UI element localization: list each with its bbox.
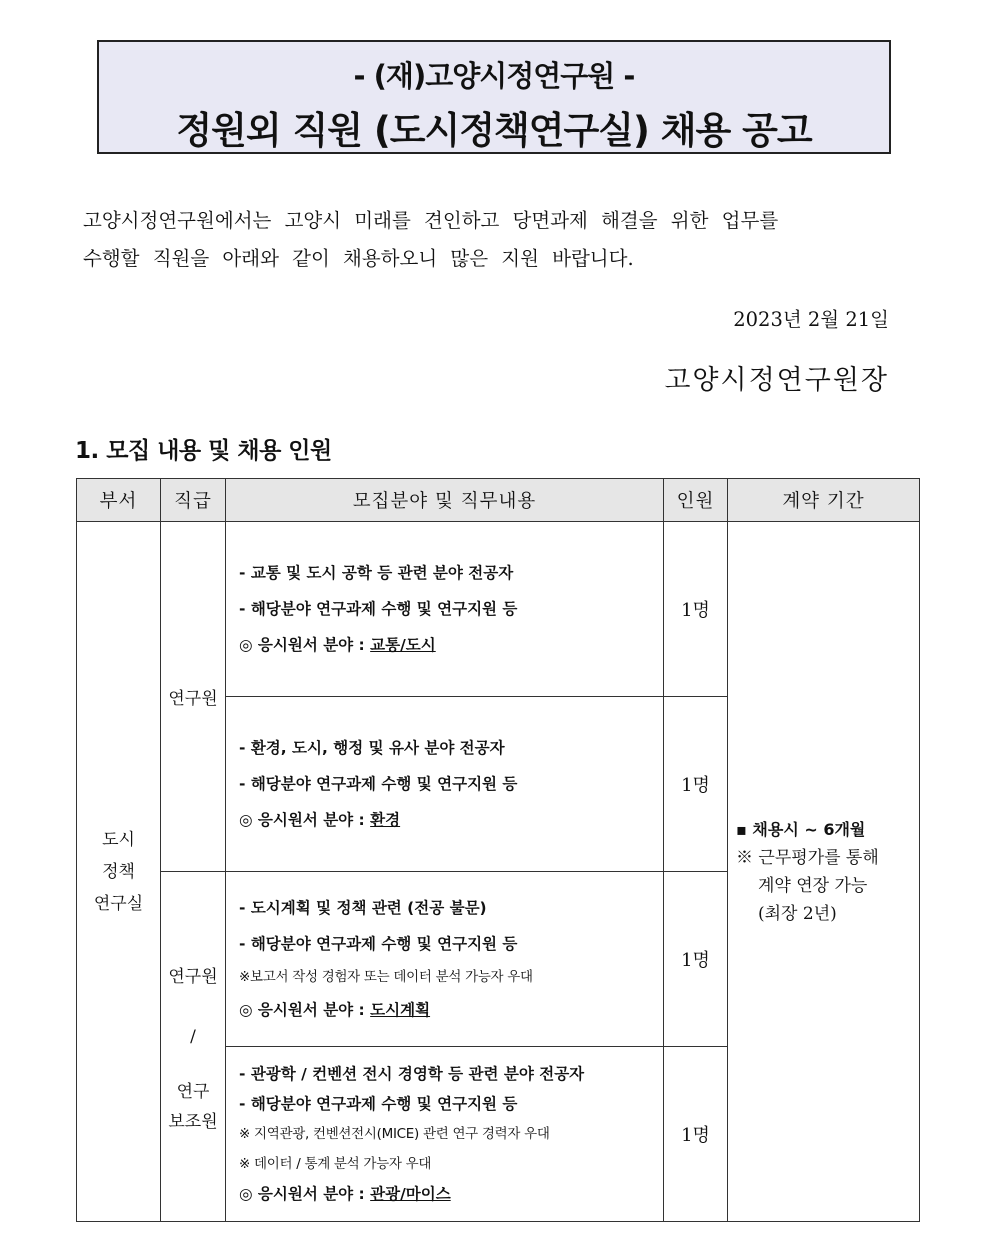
org-signature: 고양시정연구원장	[664, 365, 889, 396]
intro-line: 고양시정연구원에서는 고양시 미래를 견인하고 당면과제 해결을 위한 업무를	[83, 209, 779, 232]
announcement-title: 정원외 직원 (도시정책연구실) 채용 공고	[176, 109, 812, 152]
header-dept: 부서	[77, 479, 161, 522]
announcement-date: 2023년 2월 21일	[733, 308, 889, 331]
intro-line: 수행할 직원을 아래와 같이 채용하오니 많은 지원 바랍니다.	[83, 247, 634, 270]
apply-field: ◎ 응시원서 분야 : 환경	[239, 811, 401, 829]
header-count: 인원	[664, 479, 728, 522]
rank-cell: 연구원 / 연구 보조원	[161, 872, 226, 1222]
apply-field: ◎ 응시원서 분야 : 도시계획	[239, 1001, 431, 1019]
count-cell: 1명	[664, 697, 728, 872]
count-cell: 1명	[664, 1047, 728, 1222]
count-cell: 1명	[664, 872, 728, 1047]
apply-field: ◎ 응시원서 분야 : 관광/마이스	[239, 1185, 451, 1203]
header-duties: 모집분야 및 직무내용	[226, 479, 664, 522]
count-cell: 1명	[664, 522, 728, 697]
contract-cell: ▪ 채용시 ~ 6개월 ※ 근무평가를 통해 계약 연장 가능 (최장 2년)	[728, 522, 920, 1222]
rank-cell: 연구원	[161, 522, 226, 872]
header-rank: 직급	[161, 479, 226, 522]
header-contract: 계약 기간	[728, 479, 920, 522]
title-box	[97, 40, 891, 154]
apply-field: ◎ 응시원서 분야 : 교통/도시	[239, 636, 436, 654]
table-row	[77, 522, 920, 697]
section-heading: 1. 모집 내용 및 채용 인원	[75, 438, 332, 464]
dept-cell: 도시 정책 연구실	[77, 522, 161, 1222]
organization-subtitle: - (재)고양시정연구원 -	[353, 59, 635, 93]
duties-cell: - 교통 및 도시 공학 등 관련 분야 전공자 - 해당분야 연구과제 수행 및 연구지원 등 ◎ 응시원서 분야 : 교통/도시	[226, 522, 664, 697]
duties-cell: - 환경, 도시, 행정 및 유사 분야 전공자 - 해당분야 연구과제 수행 및 연구지원 등 ◎ 응시원서 분야 : 환경	[226, 697, 664, 872]
duties-cell: - 관광학 / 컨벤션 전시 경영학 등 관련 분야 전공자 - 해당분야 연구과제 수행 및 연구지원 등 ※ 지역관광, 컨벤션전시(MICE) 관련 연구 경력자 우대 ※ 데이터 / 통계 분석 가능자 우대 ◎ 응시원서 분야 : 관광/마이스	[226, 1047, 664, 1222]
intro-paragraph	[83, 202, 921, 278]
table-header-row	[77, 479, 920, 522]
recruitment-table	[76, 478, 920, 1222]
duties-cell: - 도시계획 및 정책 관련 (전공 불문) - 해당분야 연구과제 수행 및 연구지원 등 ※보고서 작성 경험자 또는 데이터 분석 가능자 우대 ◎ 응시원서 분야 : 도시계획	[226, 872, 664, 1047]
